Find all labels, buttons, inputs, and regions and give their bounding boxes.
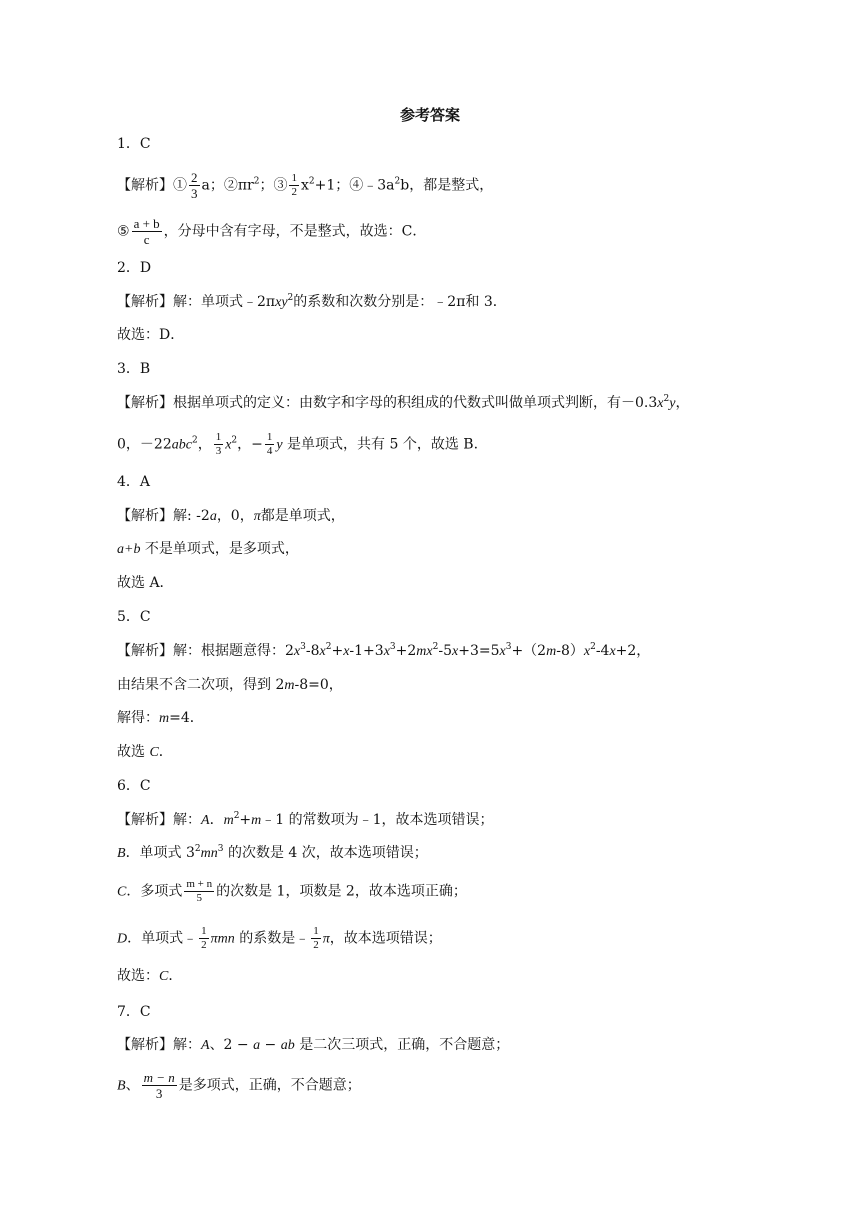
- explanation-4-line-2: a+b 不是单项式，是多项式，: [117, 541, 299, 557]
- explanation-2-line-1: 【解析】解：单项式﹣2πxy$^2$的系数和次数分别是：﹣2π和 3．: [117, 293, 507, 310]
- explanation-6-line-3: C．多项式 $\frac{m + n}{5}$ 的次数是 1，项数是 2，故本选项正确；: [117, 878, 467, 904]
- explanation-6-line-5: 故选：C．: [117, 968, 183, 984]
- fraction: $\frac{2}{3}$: [191, 170, 198, 201]
- explanation-3-line-1: 【解析】根据单项式的定义：由数字和字母的积组成的代数式叫做单项式判断，有$-0.3x^2y$，: [117, 394, 690, 411]
- explanation-5-line-3: 解得：m=4．: [117, 710, 204, 726]
- fraction: $\frac{1}{3}$: [215, 431, 222, 457]
- answer-5: 5．C: [117, 609, 151, 625]
- fraction: $\frac{m - n}{3}$: [143, 1070, 175, 1101]
- fraction: $\frac{1}{2}$: [291, 172, 297, 198]
- explanation-4-line-1: 【解析】解: -2a，0，π都是单项式，: [117, 508, 345, 524]
- answer-1: 1．C: [117, 136, 151, 152]
- explanation-6-line-1: 【解析】解：A．$m^2+m﹣1$ 的常数项为﹣1，故本选项错误；: [117, 811, 494, 828]
- explanation-1-line-2: ⑤ $\frac{a + b}{c}$ ，分母中含有字母，不是整式，故选：C．: [117, 216, 427, 247]
- explanation-5-line-1: 【解析】解：根据题意得：$2x^3-8x^2+x-1+3x^3+2mx^2-5x+3=5x^3+(2m-8)x^2-4x+2$，: [117, 642, 651, 659]
- explanation-1-line-1: 【解析】① $\frac{2}{3}$ a；$②\pi r^2$；③ $\frac{1}{2}$ $x^2+1$；$④﹣3a^2b$，都是整式，: [117, 170, 494, 201]
- explanation-7-line-2: B、 $\frac{m - n}{3}$ 是多项式，正确，不合题意；: [117, 1070, 361, 1101]
- fraction: $\frac{1}{4}$: [266, 431, 273, 457]
- explanation-6-line-4: D．单项式﹣ $\frac{1}{2}$ πmn 的系数是﹣ $\frac{1}{2}$ π，故本选项错误；: [117, 925, 442, 951]
- explanation-4-line-3: 故选 A．: [117, 575, 174, 591]
- fraction: $\frac{m + n}{5}$: [186, 878, 213, 904]
- explanation-7-line-1: 【解析】解：A、2 − a − ab 是二次三项式，正确，不合题意；: [117, 1037, 510, 1053]
- fraction: $\frac{1}{2}$: [313, 925, 319, 951]
- explanation-5-line-2: 由结果不含二次项，得到 2m-8=0，: [117, 677, 343, 693]
- explanation-3-line-2: 0，－22abc$^2$， $\frac{1}{3}$ $x^2$，− $\frac{1}{4}$ y 是单项式，共有 5 个，故选 B.: [117, 431, 479, 457]
- page-title: 参考答案: [399, 106, 460, 124]
- explanation-5-line-4: 故选 C．: [117, 744, 173, 760]
- fraction: $\frac{1}{2}$: [201, 925, 207, 951]
- explanation-2-line-2: 故选：D．: [117, 327, 185, 343]
- answer-3: 3．B: [117, 361, 151, 377]
- answer-4: 4．A: [117, 474, 151, 490]
- explanation-6-line-2: B．单项式 $3^2mn^3$ 的次数是 4 次，故本选项错误；: [117, 844, 428, 861]
- answer-2: 2．D: [117, 260, 152, 276]
- fraction: $\frac{a + b}{c}$: [133, 216, 160, 247]
- answer-6: 6．C: [117, 778, 151, 794]
- answer-7: 7．C: [117, 1004, 151, 1020]
